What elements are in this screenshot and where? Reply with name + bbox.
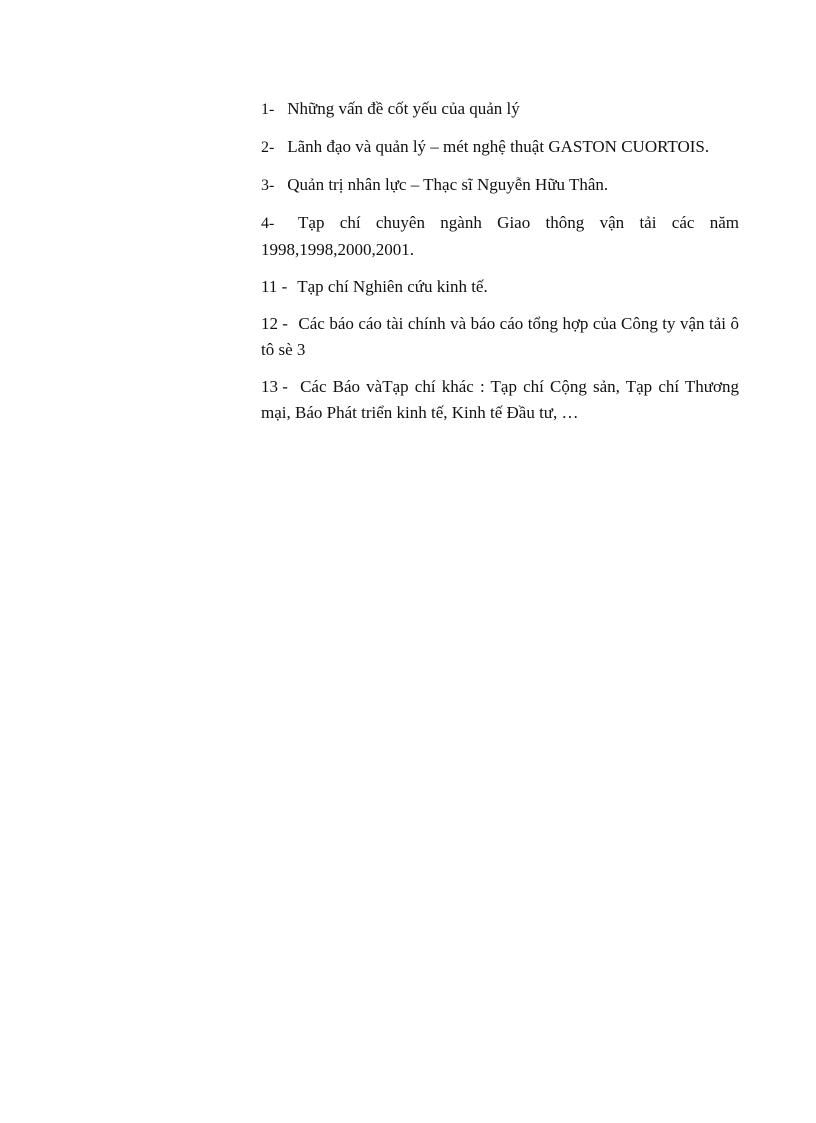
reference-text: Tạp chí chuyên ngành Giao thông vận tải các năm 1998,1998,2000,2001. — [261, 213, 740, 259]
reference-item — [261, 274, 739, 300]
reference-item — [261, 96, 739, 123]
reference-item — [261, 374, 739, 426]
reference-list — [261, 96, 739, 437]
reference-text: Các Báo vàTạp chí khác : Tạp chí Cộng sản, Tạp chí Thương mại, Báo Phát triển kinh tế, Kinh tế Đầu tư, … — [261, 377, 740, 422]
reference-text: Lãnh đạo và quản lý – mét nghệ thuật GASTON CUORTOIS. — [287, 137, 710, 156]
reference-text: Tạp chí Nghiên cứu kinh tế. — [297, 277, 488, 296]
reference-item — [261, 210, 739, 263]
reference-number: 1- — [261, 101, 275, 118]
reference-text: Quản trị nhân lực – Thạc sĩ Nguyễn Hữu Thân. — [287, 175, 609, 194]
reference-text: Những vấn đề cốt yếu của quản lý — [287, 99, 520, 118]
reference-number: 12 - — [261, 314, 288, 333]
reference-item — [261, 311, 739, 363]
reference-item — [261, 172, 739, 199]
reference-item — [261, 134, 739, 161]
reference-text: Các báo cáo tài chính và báo cáo tổng hợp của Công ty vận tải ô tô sè 3 — [261, 314, 739, 359]
reference-number: 2- — [261, 139, 275, 156]
reference-number: 4- — [261, 215, 275, 232]
reference-number: 13 - — [261, 377, 288, 396]
reference-number: 11 - — [261, 277, 288, 296]
reference-number: 3- — [261, 177, 275, 194]
